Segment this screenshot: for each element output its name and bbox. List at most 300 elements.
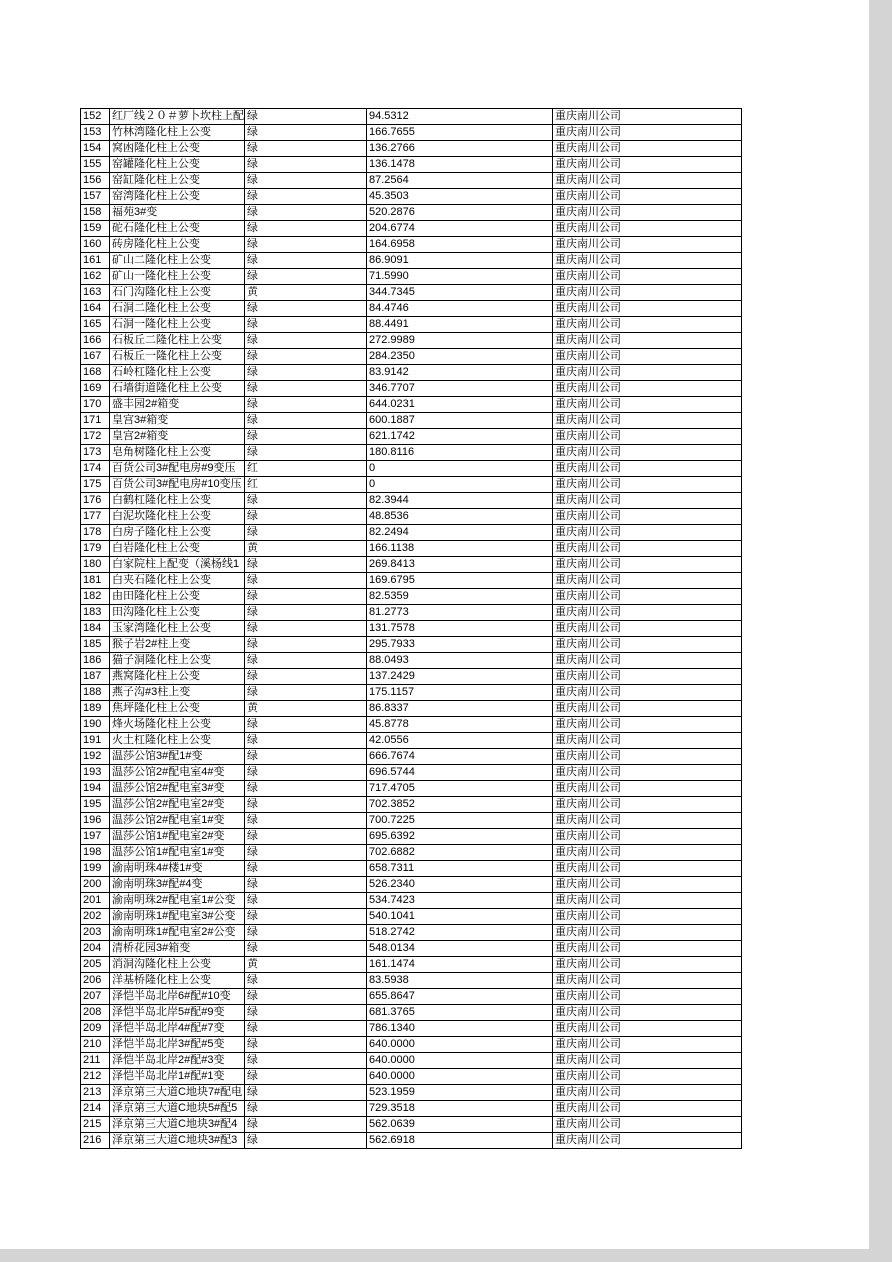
status-cell[interactable]: 绿	[245, 573, 367, 589]
status-cell[interactable]: 绿	[245, 1117, 367, 1133]
name-cell[interactable]: 白岩隆化柱上公变	[110, 541, 245, 557]
company-cell[interactable]: 重庆南川公司	[553, 461, 742, 477]
value-cell[interactable]: 86.8337	[367, 701, 553, 717]
company-cell[interactable]: 重庆南川公司	[553, 589, 742, 605]
row-number-cell[interactable]: 201	[81, 893, 110, 909]
row-number-cell[interactable]: 159	[81, 221, 110, 237]
company-cell[interactable]: 重庆南川公司	[553, 429, 742, 445]
row-number-cell[interactable]: 206	[81, 973, 110, 989]
value-cell[interactable]: 42.0556	[367, 733, 553, 749]
row-number-cell[interactable]: 163	[81, 285, 110, 301]
status-cell[interactable]: 绿	[245, 413, 367, 429]
row-number-cell[interactable]: 177	[81, 509, 110, 525]
row-number-cell[interactable]: 162	[81, 269, 110, 285]
company-cell[interactable]: 重庆南川公司	[553, 1037, 742, 1053]
status-cell[interactable]: 黄	[245, 541, 367, 557]
value-cell[interactable]: 640.0000	[367, 1053, 553, 1069]
status-cell[interactable]: 绿	[245, 829, 367, 845]
name-cell[interactable]: 矿山一隆化柱上公变	[110, 269, 245, 285]
value-cell[interactable]: 161.1474	[367, 957, 553, 973]
name-cell[interactable]: 白泥坎隆化柱上公变	[110, 509, 245, 525]
company-cell[interactable]: 重庆南川公司	[553, 509, 742, 525]
row-number-cell[interactable]: 186	[81, 653, 110, 669]
row-number-cell[interactable]: 170	[81, 397, 110, 413]
row-number-cell[interactable]: 213	[81, 1085, 110, 1101]
row-number-cell[interactable]: 197	[81, 829, 110, 845]
company-cell[interactable]: 重庆南川公司	[553, 861, 742, 877]
value-cell[interactable]: 45.8778	[367, 717, 553, 733]
name-cell[interactable]: 清桥花园3#箱变	[110, 941, 245, 957]
name-cell[interactable]: 燕窝隆化柱上公变	[110, 669, 245, 685]
row-number-cell[interactable]: 189	[81, 701, 110, 717]
company-cell[interactable]: 重庆南川公司	[553, 925, 742, 941]
value-cell[interactable]: 526.2340	[367, 877, 553, 893]
value-cell[interactable]: 166.1138	[367, 541, 553, 557]
company-cell[interactable]: 重庆南川公司	[553, 797, 742, 813]
value-cell[interactable]: 83.5938	[367, 973, 553, 989]
name-cell[interactable]: 福苑3#变	[110, 205, 245, 221]
name-cell[interactable]: 石板丘一隆化柱上公变	[110, 349, 245, 365]
company-cell[interactable]: 重庆南川公司	[553, 733, 742, 749]
name-cell[interactable]: 由田隆化柱上公变	[110, 589, 245, 605]
value-cell[interactable]: 562.0639	[367, 1117, 553, 1133]
name-cell[interactable]: 皇宫2#箱变	[110, 429, 245, 445]
status-cell[interactable]: 绿	[245, 141, 367, 157]
name-cell[interactable]: 竹林湾隆化柱上公变	[110, 125, 245, 141]
row-number-cell[interactable]: 209	[81, 1021, 110, 1037]
value-cell[interactable]: 82.2494	[367, 525, 553, 541]
name-cell[interactable]: 温莎公馆1#配电室2#变	[110, 829, 245, 845]
status-cell[interactable]: 绿	[245, 317, 367, 333]
company-cell[interactable]: 重庆南川公司	[553, 973, 742, 989]
name-cell[interactable]: 温莎公馆2#配电室1#变	[110, 813, 245, 829]
status-cell[interactable]: 绿	[245, 429, 367, 445]
name-cell[interactable]: 猴子岩2#柱上变	[110, 637, 245, 653]
company-cell[interactable]: 重庆南川公司	[553, 221, 742, 237]
row-number-cell[interactable]: 215	[81, 1117, 110, 1133]
value-cell[interactable]: 700.7225	[367, 813, 553, 829]
row-number-cell[interactable]: 210	[81, 1037, 110, 1053]
name-cell[interactable]: 红厂线２０＃萝卜坎柱上配	[110, 109, 245, 125]
status-cell[interactable]: 绿	[245, 157, 367, 173]
company-cell[interactable]: 重庆南川公司	[553, 909, 742, 925]
value-cell[interactable]: 600.1887	[367, 413, 553, 429]
row-number-cell[interactable]: 192	[81, 749, 110, 765]
value-cell[interactable]: 0	[367, 477, 553, 493]
status-cell[interactable]: 绿	[245, 237, 367, 253]
company-cell[interactable]: 重庆南川公司	[553, 781, 742, 797]
value-cell[interactable]: 344.7345	[367, 285, 553, 301]
company-cell[interactable]: 重庆南川公司	[553, 1005, 742, 1021]
status-cell[interactable]: 绿	[245, 765, 367, 781]
status-cell[interactable]: 绿	[245, 973, 367, 989]
value-cell[interactable]: 87.2564	[367, 173, 553, 189]
company-cell[interactable]: 重庆南川公司	[553, 189, 742, 205]
value-cell[interactable]: 269.8413	[367, 557, 553, 573]
row-number-cell[interactable]: 174	[81, 461, 110, 477]
value-cell[interactable]: 621.1742	[367, 429, 553, 445]
status-cell[interactable]: 绿	[245, 653, 367, 669]
name-cell[interactable]: 盛丰园2#箱变	[110, 397, 245, 413]
status-cell[interactable]: 绿	[245, 301, 367, 317]
status-cell[interactable]: 绿	[245, 189, 367, 205]
company-cell[interactable]: 重庆南川公司	[553, 877, 742, 893]
row-number-cell[interactable]: 176	[81, 493, 110, 509]
name-cell[interactable]: 泽京第三大道C地块7#配电	[110, 1085, 245, 1101]
status-cell[interactable]: 黄	[245, 285, 367, 301]
name-cell[interactable]: 温莎公馆2#配电室3#变	[110, 781, 245, 797]
value-cell[interactable]: 540.1041	[367, 909, 553, 925]
company-cell[interactable]: 重庆南川公司	[553, 173, 742, 189]
name-cell[interactable]: 烽火场隆化柱上公变	[110, 717, 245, 733]
status-cell[interactable]: 绿	[245, 1021, 367, 1037]
value-cell[interactable]: 83.9142	[367, 365, 553, 381]
value-cell[interactable]: 71.5990	[367, 269, 553, 285]
row-number-cell[interactable]: 211	[81, 1053, 110, 1069]
company-cell[interactable]: 重庆南川公司	[553, 125, 742, 141]
value-cell[interactable]: 518.2742	[367, 925, 553, 941]
name-cell[interactable]: 温莎公馆1#配电室1#变	[110, 845, 245, 861]
status-cell[interactable]: 绿	[245, 349, 367, 365]
company-cell[interactable]: 重庆南川公司	[553, 349, 742, 365]
name-cell[interactable]: 火土杠隆化柱上公变	[110, 733, 245, 749]
row-number-cell[interactable]: 191	[81, 733, 110, 749]
value-cell[interactable]: 520.2876	[367, 205, 553, 221]
name-cell[interactable]: 砣石隆化柱上公变	[110, 221, 245, 237]
status-cell[interactable]: 绿	[245, 381, 367, 397]
value-cell[interactable]: 696.5744	[367, 765, 553, 781]
company-cell[interactable]: 重庆南川公司	[553, 941, 742, 957]
row-number-cell[interactable]: 154	[81, 141, 110, 157]
status-cell[interactable]: 绿	[245, 1085, 367, 1101]
company-cell[interactable]: 重庆南川公司	[553, 157, 742, 173]
row-number-cell[interactable]: 152	[81, 109, 110, 125]
status-cell[interactable]: 绿	[245, 1069, 367, 1085]
status-cell[interactable]: 绿	[245, 445, 367, 461]
name-cell[interactable]: 窑罐隆化柱上公变	[110, 157, 245, 173]
name-cell[interactable]: 泽恺半岛北岸6#配#10变	[110, 989, 245, 1005]
value-cell[interactable]: 86.9091	[367, 253, 553, 269]
row-number-cell[interactable]: 155	[81, 157, 110, 173]
name-cell[interactable]: 石岭杠隆化柱上公变	[110, 365, 245, 381]
company-cell[interactable]: 重庆南川公司	[553, 701, 742, 717]
name-cell[interactable]: 白夹石隆化柱上公变	[110, 573, 245, 589]
status-cell[interactable]: 绿	[245, 685, 367, 701]
name-cell[interactable]: 砖房隆化柱上公变	[110, 237, 245, 253]
row-number-cell[interactable]: 164	[81, 301, 110, 317]
name-cell[interactable]: 泽京第三大道C地块3#配3	[110, 1133, 245, 1149]
company-cell[interactable]: 重庆南川公司	[553, 685, 742, 701]
row-number-cell[interactable]: 153	[81, 125, 110, 141]
name-cell[interactable]: 温莎公馆2#配电室4#变	[110, 765, 245, 781]
row-number-cell[interactable]: 196	[81, 813, 110, 829]
value-cell[interactable]: 640.0000	[367, 1037, 553, 1053]
value-cell[interactable]: 681.3765	[367, 1005, 553, 1021]
status-cell[interactable]: 黄	[245, 957, 367, 973]
status-cell[interactable]: 绿	[245, 861, 367, 877]
value-cell[interactable]: 640.0000	[367, 1069, 553, 1085]
status-cell[interactable]: 绿	[245, 109, 367, 125]
name-cell[interactable]: 田沟隆化柱上公变	[110, 605, 245, 621]
value-cell[interactable]: 548.0134	[367, 941, 553, 957]
row-number-cell[interactable]: 183	[81, 605, 110, 621]
value-cell[interactable]: 137.2429	[367, 669, 553, 685]
status-cell[interactable]: 绿	[245, 1133, 367, 1149]
status-cell[interactable]: 绿	[245, 221, 367, 237]
status-cell[interactable]: 绿	[245, 253, 367, 269]
value-cell[interactable]: 658.7311	[367, 861, 553, 877]
company-cell[interactable]: 重庆南川公司	[553, 637, 742, 653]
name-cell[interactable]: 渝南明珠3#配#4变	[110, 877, 245, 893]
row-number-cell[interactable]: 178	[81, 525, 110, 541]
status-cell[interactable]: 绿	[245, 1053, 367, 1069]
company-cell[interactable]: 重庆南川公司	[553, 669, 742, 685]
row-number-cell[interactable]: 202	[81, 909, 110, 925]
name-cell[interactable]: 泽京第三大道C地块3#配4	[110, 1117, 245, 1133]
row-number-cell[interactable]: 207	[81, 989, 110, 1005]
company-cell[interactable]: 重庆南川公司	[553, 845, 742, 861]
company-cell[interactable]: 重庆南川公司	[553, 989, 742, 1005]
row-number-cell[interactable]: 203	[81, 925, 110, 941]
value-cell[interactable]: 729.3518	[367, 1101, 553, 1117]
name-cell[interactable]: 玉家湾隆化柱上公变	[110, 621, 245, 637]
value-cell[interactable]: 94.5312	[367, 109, 553, 125]
status-cell[interactable]: 绿	[245, 717, 367, 733]
row-number-cell[interactable]: 156	[81, 173, 110, 189]
status-cell[interactable]: 绿	[245, 781, 367, 797]
company-cell[interactable]: 重庆南川公司	[553, 1085, 742, 1101]
status-cell[interactable]: 红	[245, 461, 367, 477]
name-cell[interactable]: 石板丘二隆化柱上公变	[110, 333, 245, 349]
name-cell[interactable]: 泽京第三大道C地块5#配5	[110, 1101, 245, 1117]
value-cell[interactable]: 164.6958	[367, 237, 553, 253]
company-cell[interactable]: 重庆南川公司	[553, 653, 742, 669]
company-cell[interactable]: 重庆南川公司	[553, 893, 742, 909]
status-cell[interactable]: 黄	[245, 701, 367, 717]
name-cell[interactable]: 矿山二隆化柱上公变	[110, 253, 245, 269]
row-number-cell[interactable]: 180	[81, 557, 110, 573]
company-cell[interactable]: 重庆南川公司	[553, 253, 742, 269]
status-cell[interactable]: 绿	[245, 941, 367, 957]
company-cell[interactable]: 重庆南川公司	[553, 285, 742, 301]
row-number-cell[interactable]: 169	[81, 381, 110, 397]
value-cell[interactable]: 82.3944	[367, 493, 553, 509]
name-cell[interactable]: 温莎公馆3#配1#变	[110, 749, 245, 765]
value-cell[interactable]: 45.3503	[367, 189, 553, 205]
status-cell[interactable]: 绿	[245, 397, 367, 413]
value-cell[interactable]: 717.4705	[367, 781, 553, 797]
value-cell[interactable]: 48.8536	[367, 509, 553, 525]
company-cell[interactable]: 重庆南川公司	[553, 1101, 742, 1117]
status-cell[interactable]: 绿	[245, 1037, 367, 1053]
status-cell[interactable]: 绿	[245, 125, 367, 141]
name-cell[interactable]: 百货公司3#配电房#9变压	[110, 461, 245, 477]
status-cell[interactable]: 绿	[245, 733, 367, 749]
row-number-cell[interactable]: 171	[81, 413, 110, 429]
company-cell[interactable]: 重庆南川公司	[553, 1133, 742, 1149]
name-cell[interactable]: 温莎公馆2#配电室2#变	[110, 797, 245, 813]
value-cell[interactable]: 272.9989	[367, 333, 553, 349]
company-cell[interactable]: 重庆南川公司	[553, 717, 742, 733]
value-cell[interactable]: 702.6882	[367, 845, 553, 861]
status-cell[interactable]: 绿	[245, 925, 367, 941]
status-cell[interactable]: 绿	[245, 845, 367, 861]
name-cell[interactable]: 渝南明珠1#配电室2#公变	[110, 925, 245, 941]
company-cell[interactable]: 重庆南川公司	[553, 205, 742, 221]
name-cell[interactable]: 泽恺半岛北岸4#配#7变	[110, 1021, 245, 1037]
status-cell[interactable]: 绿	[245, 877, 367, 893]
row-number-cell[interactable]: 160	[81, 237, 110, 253]
name-cell[interactable]: 百货公司3#配电房#10变压	[110, 477, 245, 493]
status-cell[interactable]: 绿	[245, 1005, 367, 1021]
status-cell[interactable]: 绿	[245, 365, 367, 381]
row-number-cell[interactable]: 216	[81, 1133, 110, 1149]
company-cell[interactable]: 重庆南川公司	[553, 445, 742, 461]
row-number-cell[interactable]: 184	[81, 621, 110, 637]
status-cell[interactable]: 绿	[245, 173, 367, 189]
status-cell[interactable]: 绿	[245, 509, 367, 525]
value-cell[interactable]: 786.1340	[367, 1021, 553, 1037]
name-cell[interactable]: 窑湾隆化柱上公变	[110, 189, 245, 205]
company-cell[interactable]: 重庆南川公司	[553, 1117, 742, 1133]
value-cell[interactable]: 136.2766	[367, 141, 553, 157]
company-cell[interactable]: 重庆南川公司	[553, 557, 742, 573]
company-cell[interactable]: 重庆南川公司	[553, 813, 742, 829]
company-cell[interactable]: 重庆南川公司	[553, 237, 742, 253]
status-cell[interactable]: 绿	[245, 749, 367, 765]
value-cell[interactable]: 695.6392	[367, 829, 553, 845]
status-cell[interactable]: 绿	[245, 605, 367, 621]
company-cell[interactable]: 重庆南川公司	[553, 1053, 742, 1069]
company-cell[interactable]: 重庆南川公司	[553, 269, 742, 285]
company-cell[interactable]: 重庆南川公司	[553, 765, 742, 781]
status-cell[interactable]: 红	[245, 477, 367, 493]
value-cell[interactable]: 346.7707	[367, 381, 553, 397]
row-number-cell[interactable]: 182	[81, 589, 110, 605]
company-cell[interactable]: 重庆南川公司	[553, 525, 742, 541]
row-number-cell[interactable]: 214	[81, 1101, 110, 1117]
company-cell[interactable]: 重庆南川公司	[553, 493, 742, 509]
name-cell[interactable]: 泽恺半岛北岸5#配#9变	[110, 1005, 245, 1021]
value-cell[interactable]: 644.0231	[367, 397, 553, 413]
row-number-cell[interactable]: 158	[81, 205, 110, 221]
company-cell[interactable]: 重庆南川公司	[553, 541, 742, 557]
name-cell[interactable]: 泽恺半岛北岸2#配#3变	[110, 1053, 245, 1069]
row-number-cell[interactable]: 179	[81, 541, 110, 557]
row-number-cell[interactable]: 175	[81, 477, 110, 493]
company-cell[interactable]: 重庆南川公司	[553, 605, 742, 621]
value-cell[interactable]: 81.2773	[367, 605, 553, 621]
status-cell[interactable]: 绿	[245, 797, 367, 813]
name-cell[interactable]: 白鹤杠隆化柱上公变	[110, 493, 245, 509]
status-cell[interactable]: 绿	[245, 813, 367, 829]
company-cell[interactable]: 重庆南川公司	[553, 957, 742, 973]
status-cell[interactable]: 绿	[245, 333, 367, 349]
name-cell[interactable]: 皂角树隆化柱上公变	[110, 445, 245, 461]
status-cell[interactable]: 绿	[245, 525, 367, 541]
row-number-cell[interactable]: 200	[81, 877, 110, 893]
status-cell[interactable]: 绿	[245, 621, 367, 637]
row-number-cell[interactable]: 212	[81, 1069, 110, 1085]
name-cell[interactable]: 石门沟隆化柱上公变	[110, 285, 245, 301]
name-cell[interactable]: 渝南明珠2#配电室1#公变	[110, 893, 245, 909]
name-cell[interactable]: 渝南明珠1#配电室3#公变	[110, 909, 245, 925]
value-cell[interactable]: 169.6795	[367, 573, 553, 589]
value-cell[interactable]: 131.7578	[367, 621, 553, 637]
company-cell[interactable]: 重庆南川公司	[553, 749, 742, 765]
row-number-cell[interactable]: 157	[81, 189, 110, 205]
company-cell[interactable]: 重庆南川公司	[553, 109, 742, 125]
row-number-cell[interactable]: 168	[81, 365, 110, 381]
value-cell[interactable]: 88.0493	[367, 653, 553, 669]
name-cell[interactable]: 消洞沟隆化柱上公变	[110, 957, 245, 973]
name-cell[interactable]: 白房子隆化柱上公变	[110, 525, 245, 541]
name-cell[interactable]: 渝南明珠4#楼1#变	[110, 861, 245, 877]
value-cell[interactable]: 562.6918	[367, 1133, 553, 1149]
row-number-cell[interactable]: 172	[81, 429, 110, 445]
status-cell[interactable]: 绿	[245, 669, 367, 685]
company-cell[interactable]: 重庆南川公司	[553, 301, 742, 317]
name-cell[interactable]: 窝凼隆化柱上公变	[110, 141, 245, 157]
name-cell[interactable]: 石洞一隆化柱上公变	[110, 317, 245, 333]
status-cell[interactable]: 绿	[245, 893, 367, 909]
row-number-cell[interactable]: 198	[81, 845, 110, 861]
value-cell[interactable]: 0	[367, 461, 553, 477]
row-number-cell[interactable]: 187	[81, 669, 110, 685]
name-cell[interactable]: 猫子洞隆化柱上公变	[110, 653, 245, 669]
name-cell[interactable]: 泽恺半岛北岸3#配#5变	[110, 1037, 245, 1053]
row-number-cell[interactable]: 181	[81, 573, 110, 589]
status-cell[interactable]: 绿	[245, 589, 367, 605]
company-cell[interactable]: 重庆南川公司	[553, 829, 742, 845]
status-cell[interactable]: 绿	[245, 909, 367, 925]
row-number-cell[interactable]: 166	[81, 333, 110, 349]
company-cell[interactable]: 重庆南川公司	[553, 413, 742, 429]
value-cell[interactable]: 136.1478	[367, 157, 553, 173]
status-cell[interactable]: 绿	[245, 1101, 367, 1117]
value-cell[interactable]: 655.8647	[367, 989, 553, 1005]
row-number-cell[interactable]: 165	[81, 317, 110, 333]
name-cell[interactable]: 燕子沟#3柱上变	[110, 685, 245, 701]
name-cell[interactable]: 窑缸隆化柱上公变	[110, 173, 245, 189]
name-cell[interactable]: 泽恺半岛北岸1#配#1变	[110, 1069, 245, 1085]
value-cell[interactable]: 666.7674	[367, 749, 553, 765]
row-number-cell[interactable]: 173	[81, 445, 110, 461]
company-cell[interactable]: 重庆南川公司	[553, 317, 742, 333]
value-cell[interactable]: 84.4746	[367, 301, 553, 317]
status-cell[interactable]: 绿	[245, 989, 367, 1005]
company-cell[interactable]: 重庆南川公司	[553, 365, 742, 381]
value-cell[interactable]: 180.8116	[367, 445, 553, 461]
row-number-cell[interactable]: 161	[81, 253, 110, 269]
row-number-cell[interactable]: 205	[81, 957, 110, 973]
company-cell[interactable]: 重庆南川公司	[553, 1021, 742, 1037]
name-cell[interactable]: 石洞二隆化柱上公变	[110, 301, 245, 317]
status-cell[interactable]: 绿	[245, 269, 367, 285]
value-cell[interactable]: 204.6774	[367, 221, 553, 237]
company-cell[interactable]: 重庆南川公司	[553, 381, 742, 397]
row-number-cell[interactable]: 199	[81, 861, 110, 877]
value-cell[interactable]: 88.4491	[367, 317, 553, 333]
company-cell[interactable]: 重庆南川公司	[553, 573, 742, 589]
name-cell[interactable]: 洋基桥隆化柱上公变	[110, 973, 245, 989]
row-number-cell[interactable]: 167	[81, 349, 110, 365]
value-cell[interactable]: 166.7655	[367, 125, 553, 141]
row-number-cell[interactable]: 195	[81, 797, 110, 813]
value-cell[interactable]: 702.3852	[367, 797, 553, 813]
value-cell[interactable]: 534.7423	[367, 893, 553, 909]
row-number-cell[interactable]: 190	[81, 717, 110, 733]
